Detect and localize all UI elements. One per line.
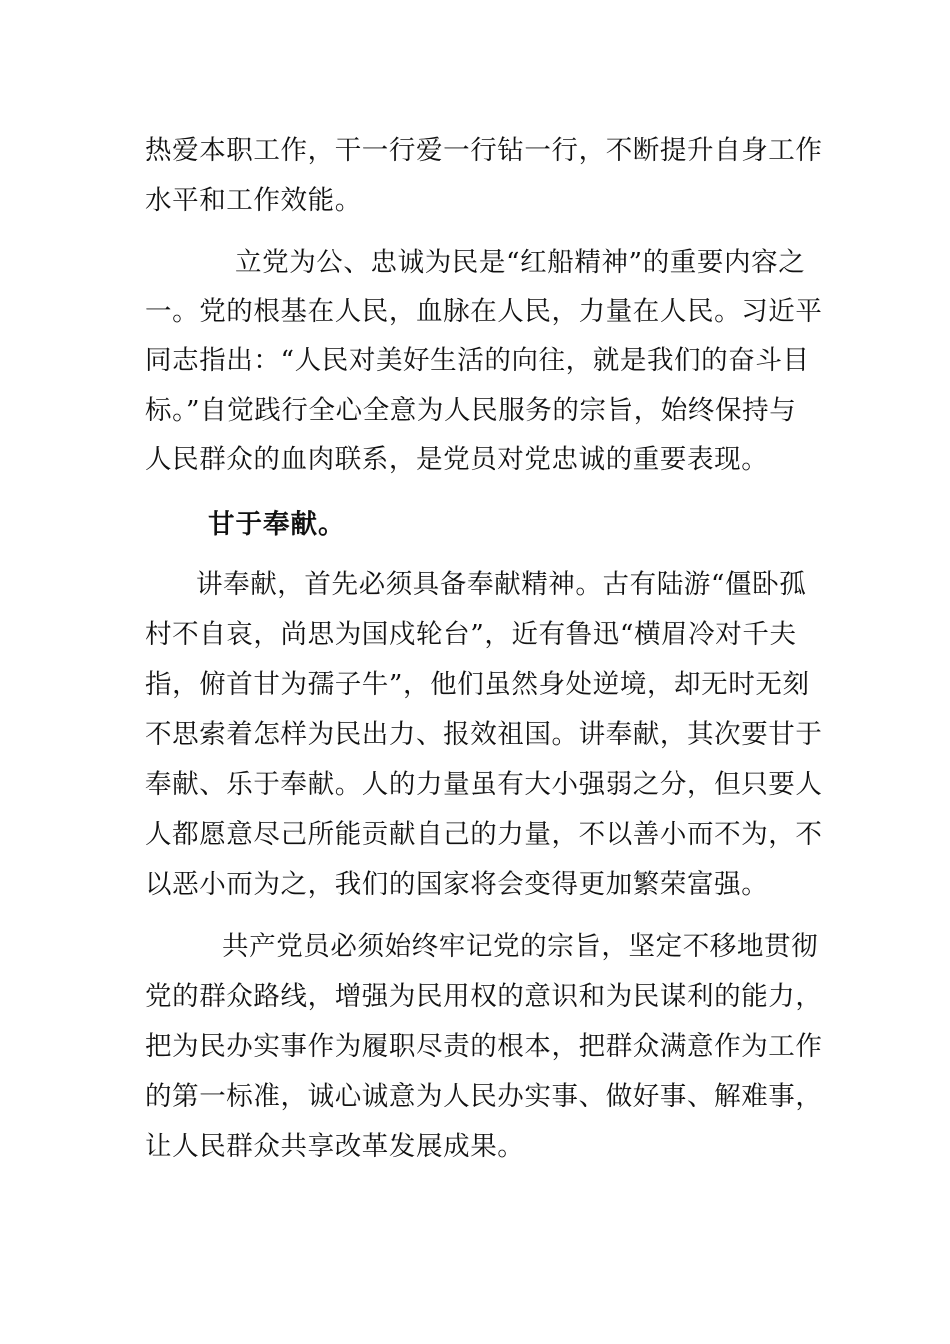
paragraph-line: 不思索着怎样为民出力、报效祖国。讲奉献，其次要甘于	[145, 719, 823, 750]
paragraph-line: 热爱本职工作，干一行爱一行钻一行，不断提升自身工作	[145, 135, 823, 166]
paragraph-line: 立党为公、忠诚为民是“红船精神”的重要内容之	[235, 247, 806, 278]
paragraph-line: 的第一标准，诚心诚意为人民办实事、做好事、解难事，	[145, 1081, 823, 1112]
paragraph-line: 水平和工作效能。	[145, 185, 362, 216]
paragraph-line: 标。”自觉践行全心全意为人民服务的宗旨，始终保持与	[145, 395, 797, 426]
paragraph-line: 一。党的根基在人民，血脉在人民，力量在人民。习近平	[145, 296, 823, 327]
paragraph-line: 党的群众路线，增强为民用权的意识和为民谋利的能力，	[145, 981, 823, 1012]
paragraph-line: 同志指出：“人民对美好生活的向往，就是我们的奋斗目	[145, 345, 810, 376]
paragraph-line: 讲奉献，首先必须具备奉献精神。古有陆游“僵卧孤	[196, 569, 807, 600]
section-heading: 甘于奉献。	[208, 509, 346, 540]
paragraph-line: 人民群众的血肉联系，是党员对党忠诚的重要表现。	[145, 444, 769, 475]
paragraph-line: 共产党员必须始终牢记党的宗旨，坚定不移地贯彻	[222, 931, 819, 962]
paragraph-line: 村不自哀，尚思为国戍轮台”，近有鲁迅“横眉冷对千夫	[145, 619, 797, 650]
paragraph-line: 以恶小而为之，我们的国家将会变得更加繁荣富强。	[145, 869, 769, 900]
paragraph-line: 奉献、乐于奉献。人的力量虽有大小强弱之分，但只要人	[145, 769, 823, 800]
paragraph-line: 指，俯首甘为孺子牛”，他们虽然身处逆境，却无时无刻	[145, 669, 810, 700]
paragraph-line: 把为民办实事作为履职尽责的根本，把群众满意作为工作	[145, 1031, 823, 1062]
paragraph-line: 让人民群众共享改革发展成果。	[145, 1131, 525, 1162]
paragraph-line: 人都愿意尽己所能贡献自己的力量，不以善小而不为，不	[145, 819, 823, 850]
